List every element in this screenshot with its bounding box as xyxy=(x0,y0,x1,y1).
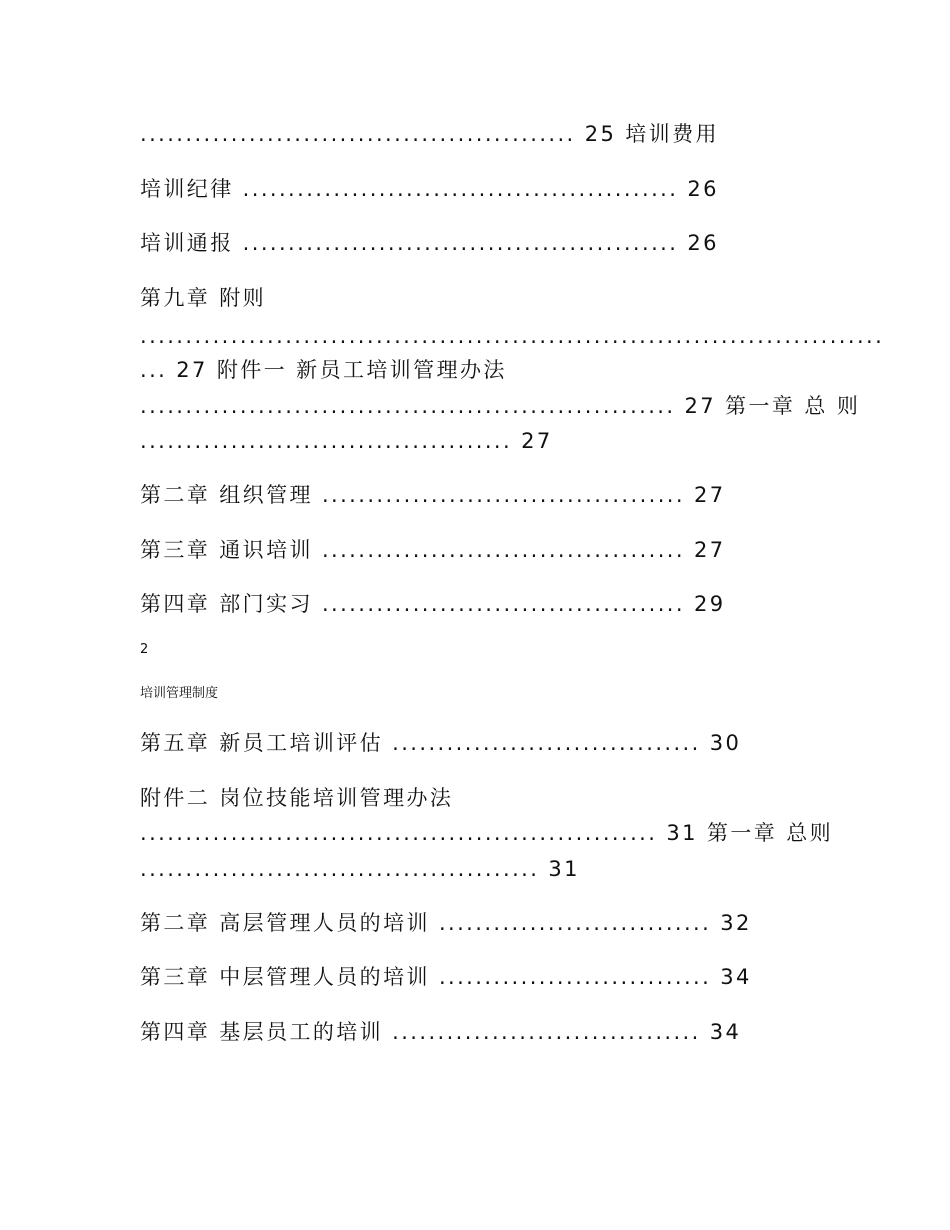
toc-entry: 第五章 新员工培训评估 .................................. 30 xyxy=(140,731,742,755)
toc-entry: ......................................................... 31 第一章 总则 xyxy=(140,821,834,845)
toc-entry: ... 27 附件一 新员工培训管理办法 xyxy=(140,358,507,382)
toc-entry: .................................................................................. xyxy=(140,324,885,348)
toc-entry: 培训纪律 ................................................ 26 xyxy=(140,177,719,201)
toc-entry: 第三章 中层管理人员的培训 .............................. 34 xyxy=(140,965,752,989)
toc-entry: ........................................................... 27 第一章 总 则 xyxy=(140,394,861,418)
toc-entry: 附件二 岗位技能培训管理办法 xyxy=(140,786,454,810)
toc-entry: 第四章 部门实习 ........................................ 29 xyxy=(140,592,726,616)
toc-entry: 第三章 通识培训 ........................................ 27 xyxy=(140,538,726,562)
toc-entry: ............................................ 31 xyxy=(140,857,580,881)
toc-entry: ......................................... 27 xyxy=(140,429,553,453)
toc-entry: 第四章 基层员工的培训 .................................. 34 xyxy=(140,1020,742,1044)
page-number: 2 xyxy=(140,642,149,657)
toc-entry: 培训通报 ................................................ 26 xyxy=(140,231,719,255)
toc-entry: ................................................ 25 培训费用 xyxy=(140,122,719,146)
document-title: 培训管理制度 xyxy=(140,686,219,701)
toc-entry: 第二章 组织管理 ........................................ 27 xyxy=(140,483,726,507)
toc-entry: 第二章 高层管理人员的培训 .............................. 32 xyxy=(140,911,752,935)
toc-entry: 第九章 附则 xyxy=(140,286,267,310)
